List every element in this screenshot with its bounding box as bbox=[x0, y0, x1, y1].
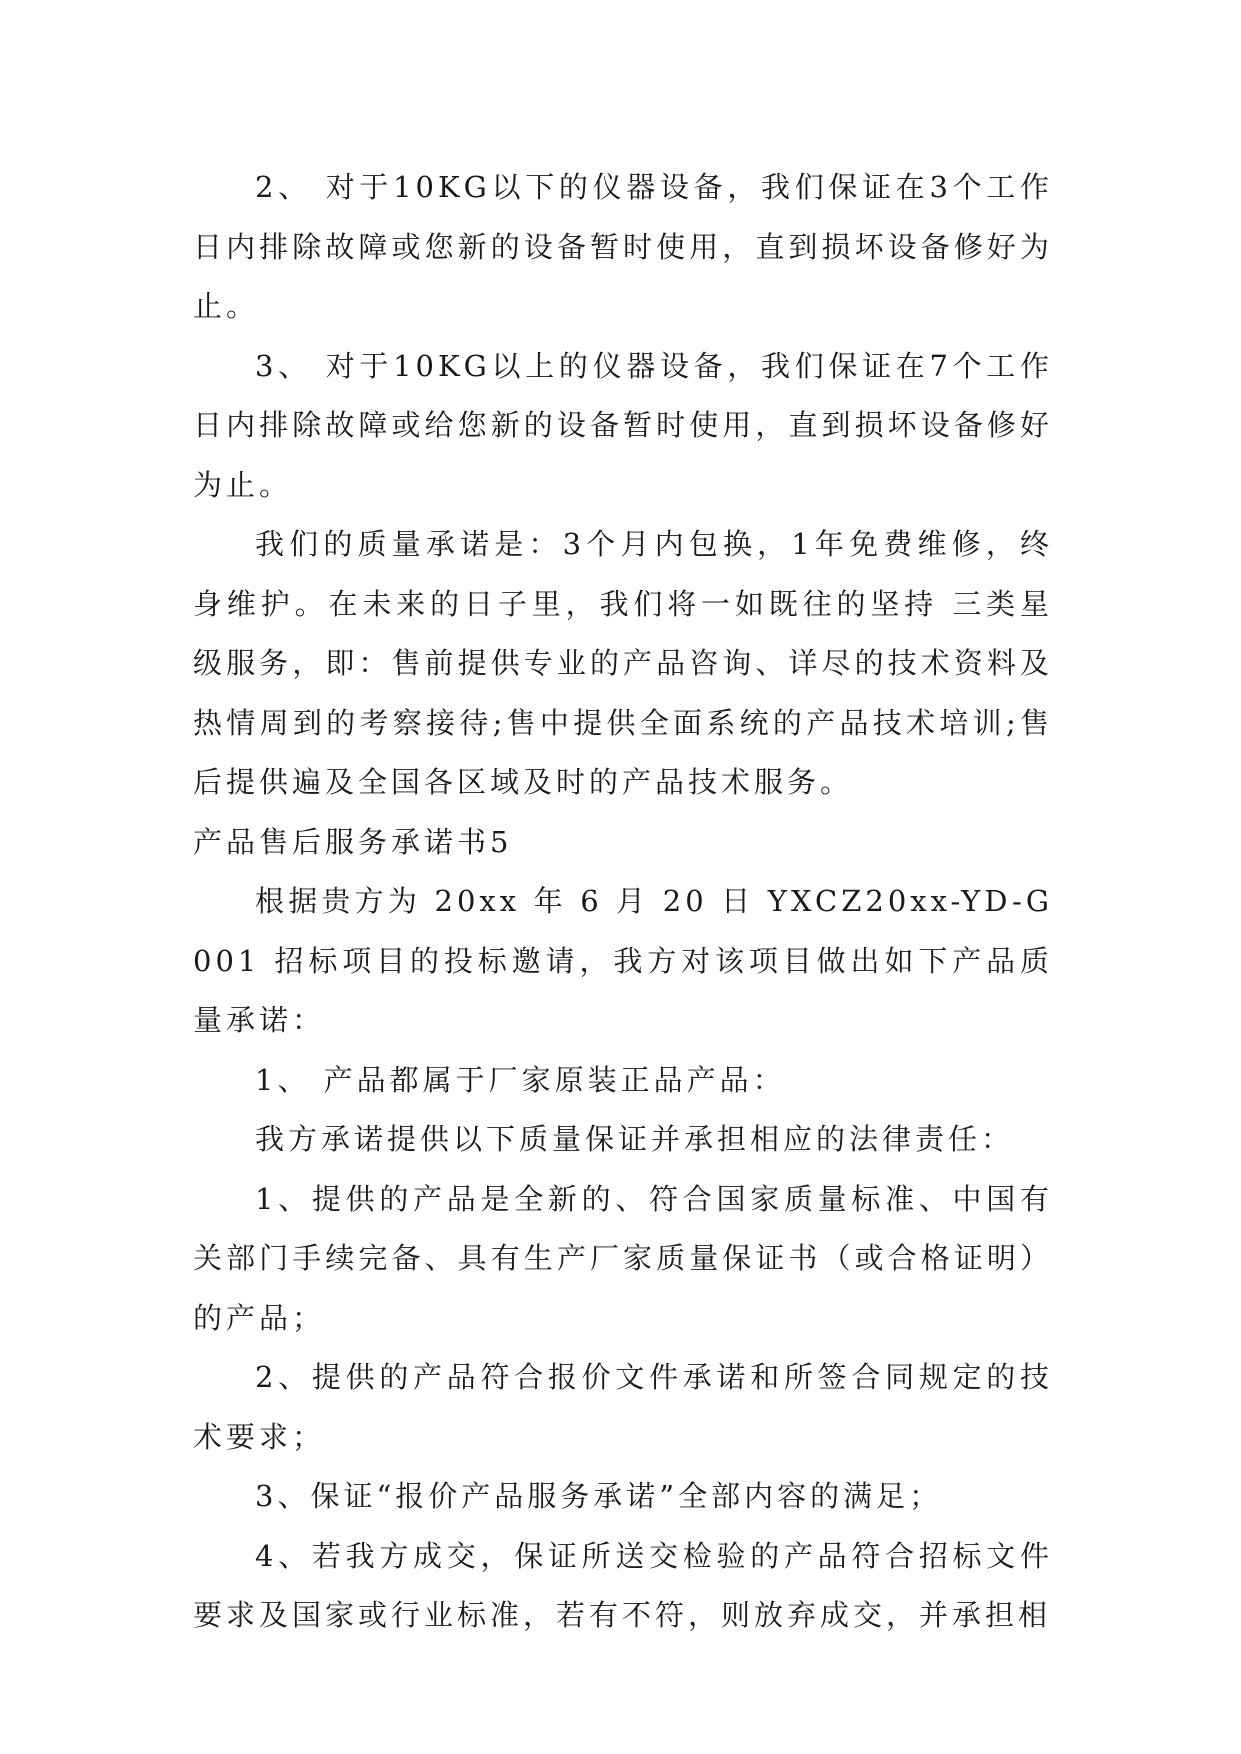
paragraph-bid-intro: 根据贵方为 20xx 年 6 月 20 日 YXCZ20xx-YD-G001 招标项目的投标邀请，我方对该项目做出如下产品质量承诺： bbox=[193, 884, 1053, 1037]
paragraph-clause-2: 2、提供的产品符合报价文件承诺和所签合同规定的技术要求； bbox=[193, 1360, 1053, 1454]
paragraph-legal-responsibility: 我方承诺提供以下质量保证并承担相应的法律责任： bbox=[255, 1122, 1015, 1156]
section-heading: 产品售后服务承诺书5 bbox=[193, 824, 513, 859]
paragraph-clause-3: 3、保证“报价产品服务承诺”全部内容的满足； bbox=[255, 1479, 943, 1513]
paragraph-item-2-small-equipment: 2、 对于10KG以下的仪器设备，我们保证在3个工作日内排除故障或您新的设备暂时使用，直到损坏设备修好为止。 bbox=[193, 170, 1053, 323]
paragraph-genuine-products: 1、 产品都属于厂家原装正品产品： bbox=[255, 1062, 786, 1097]
document-body bbox=[193, 158, 1053, 1646]
paragraph-item-3-large-equipment: 3、 对于10KG以上的仪器设备，我们保证在7个工作日内排除故障或给您新的设备暂时使用，直到损坏设备修好为止。 bbox=[193, 348, 1053, 502]
paragraph-clause-1: 1、提供的产品是全新的、符合国家质量标准、中国有关部门手续完备、具有生产厂家质量保证书（或合格证明）的产品； bbox=[193, 1181, 1053, 1335]
paragraph-quality-promise: 我们的质量承诺是：3个月内包换，1年免费维修，终身维护。在未来的日子里，我们将一如既往的坚持 三类星级服务，即：售前提供专业的产品咨询、详尽的技术资料及热情周到的考察接待;售中提供全面系统的产品技术培训;售后提供遍及全国各区域及时的产品技术服务。 bbox=[193, 527, 1053, 799]
paragraph-clause-4: 4、若我方成交，保证所送交检验的产品符合招标文件要求及国家或行业标准，若有不符，则放弃成交，并承担相 bbox=[193, 1538, 1053, 1632]
